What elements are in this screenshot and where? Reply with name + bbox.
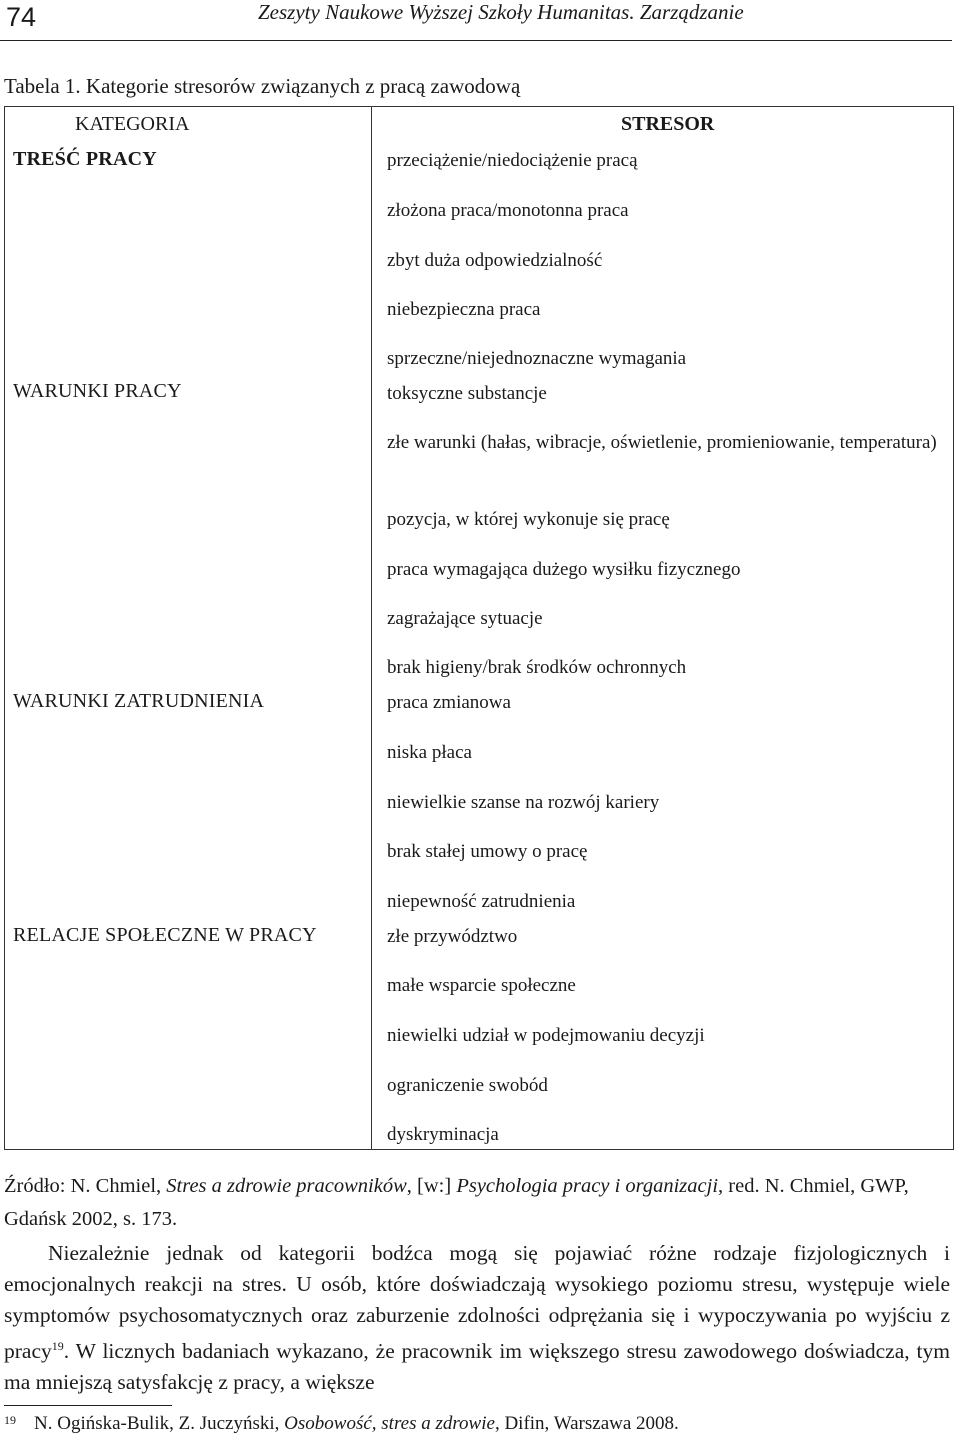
stressor-item: zbyt duża odpowiedzialność [387,250,603,271]
stressor-item: pozycja, w której wykonuje się pracę [387,509,670,530]
table-caption: Tabela 1. Kategorie stresorów związanych z pracą zawodową [4,74,521,98]
stressor-item: praca wymagająca dużego wysiłku fizycznego [387,559,741,580]
stressor-item: zagrażające sytuacje [387,608,543,629]
source-suffix: , red. N. Chmiel, GWP, Gdańsk 2002, s. 173. [4,1175,909,1230]
category-relacje-spoleczne: RELACJE SPOŁECZNE W PRACY [13,924,317,946]
stressor-item: niebezpieczna praca [387,299,541,320]
stressor-item: brak stałej umowy o pracę [387,841,588,862]
source-book-title: Psychologia pracy i organizacji [456,1175,719,1197]
page-header [0,0,952,41]
stressor-item: niepewność zatrudnienia [387,891,576,912]
stressor-item: niska płaca [387,742,472,763]
column-header-category: KATEGORIA [75,113,190,135]
category-warunki-zatrudnienia: WARUNKI ZATRUDNIENIA [13,690,265,712]
category-warunki-pracy: WARUNKI PRACY [13,380,182,402]
stressor-item: dyskryminacja [387,1124,499,1145]
body-paragraph [4,1238,950,1398]
stressor-item: przeciążenie/niedociążenie pracą [387,150,638,171]
stressor-item: złe przywództwo [387,926,518,947]
stressor-item: ograniczenie swobód [387,1075,548,1096]
paragraph-text: Niezależnie jednak od kategorii bodźca mogą się pojawiać różne rodzaje fizjologicznych i emocjonalnych reakcji na stres. U osób, które doświadczają wysokiego poziomu stresu, występuje wiele symptomów psychosomatycznych oraz zaburzenie zdolności odprężania się i wypoczywania po wyjściu z pracy [4,1241,950,1364]
stressor-item: małe wsparcie społeczne [387,975,576,996]
footnote [4,1413,679,1435]
footnote-divider [4,1405,172,1406]
column-header-stressor: STRESOR [621,113,715,135]
footnote-publisher: , Difin, Warszawa 2008. [494,1413,679,1434]
stressor-table [4,106,954,1150]
stressor-item: niewielkie szanse na rozwój kariery [387,792,660,813]
stressor-item: złożona praca/monotonna praca [387,200,629,221]
source-mid: , [w:] [406,1175,457,1197]
column-divider [371,107,372,1149]
page-number: 74 [6,2,37,32]
stressor-item: toksyczne substancje [387,383,547,404]
stressor-item: praca zmianowa [387,692,511,713]
footnote-authors: N. Ogińska-Bulik, Z. Juczyński, [34,1413,285,1434]
footnote-title: Osobowość, stres a zdrowie [284,1413,495,1434]
source-prefix: Źródło: N. Chmiel, [4,1175,167,1197]
source-title: Stres a zdrowie pracowników [166,1175,407,1197]
stressor-item: brak higieny/brak środków ochronnych [387,657,687,678]
stressor-item: niewielki udział w podejmowaniu decyzji [387,1025,705,1046]
footnote-reference: 19 [51,1339,64,1353]
stressor-item: złe warunki (hałas, wibracje, oświetlenie, promieniowanie, temperatura) [387,432,937,453]
table-source [4,1170,952,1236]
journal-title: Zeszyty Naukowe Wyższej Szkoły Humanitas. Zarządzanie [258,0,744,24]
footnote-number: 19 [4,1413,16,1427]
category-tresc-pracy: TREŚĆ PRACY [13,148,157,170]
stressor-item: sprzeczne/niejednoznaczne wymagania [387,348,687,369]
paragraph-text-continued: . W licznych badaniach wykazano, że pracownik im większego stresu zawodowego doświadcza, tym ma mniejszą satysfakcję z pracy, a większe [4,1339,950,1395]
